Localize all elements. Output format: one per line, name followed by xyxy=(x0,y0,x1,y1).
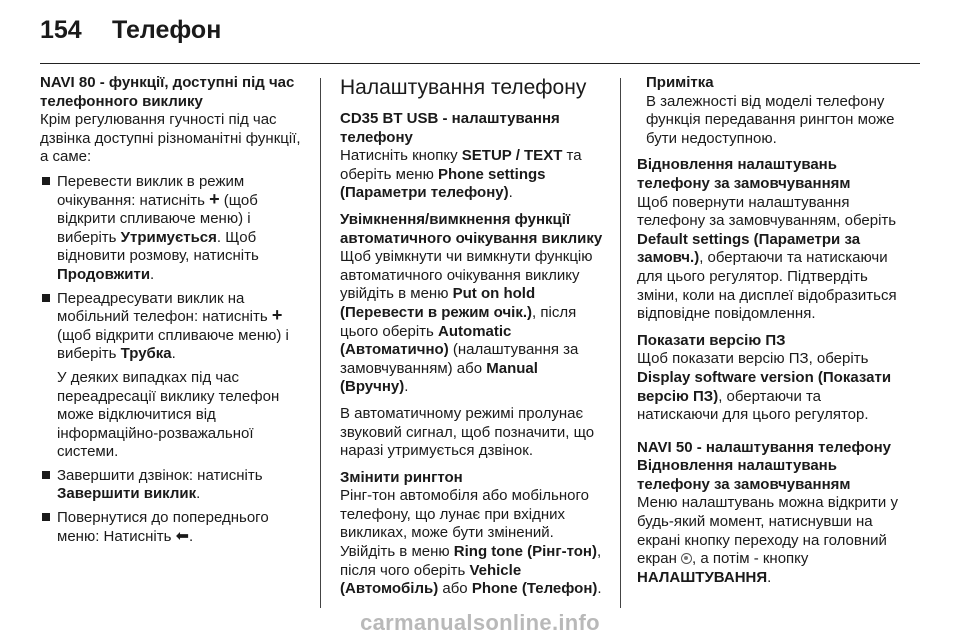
home-icon xyxy=(681,553,692,564)
list-item: Повернутися до попереднього меню: Натисніть ⬅. xyxy=(40,509,302,546)
page-title: Телефон xyxy=(112,16,222,44)
page-header xyxy=(40,16,221,52)
column-2 xyxy=(340,74,608,599)
call-functions-intro: Крім регулювання гучності під час дзвінка доступні різноманітні функції, а саме: xyxy=(40,111,301,166)
navi50-reset-paragraph: Меню налаштувань можна відкрити у будь-який момент, натиснувши на екрані кнопку переходу на головний екран , а потім - кнопку НАЛАШТУВАННЯ. xyxy=(637,494,898,586)
column-divider-2 xyxy=(620,78,621,608)
cd35-settings-paragraph: Натисніть кнопку SETUP / TEXT та оберіть меню Phone settings (Параметри телефону). xyxy=(340,147,582,202)
back-arrow-icon: ⬅ xyxy=(175,527,189,545)
auto-mode-paragraph: В автоматичному режимі пролунає звуковий сигнал, щоб позначити, що наразі утримується дзвінок. xyxy=(340,404,595,460)
section-title: Налаштування телефону xyxy=(340,76,587,99)
navi50-settings-heading: NAVI 50 - налаштування телефону xyxy=(637,438,892,456)
reset-defaults-heading: Відновлення налаштувань телефону за замовчуванням xyxy=(637,156,851,192)
navi80-call-functions-heading: NAVI 80 - функції, доступні під час телефонного виклику xyxy=(40,74,295,110)
bullet-square-icon xyxy=(42,471,50,479)
list-item: Завершити дзвінок: натисніть Завершити виклик. xyxy=(40,467,302,504)
reset-defaults-paragraph: Щоб повернути налаштування телефону за замовчуванням, оберіть Default settings (Параметри за замовч.), обертаючи та натискаючи для цього регулятор. Підтвердіть зміни, коли на дисплеї відобразиться відповідне повідомлення. xyxy=(637,193,897,323)
column-divider-1 xyxy=(320,78,321,608)
bullet-square-icon xyxy=(42,513,50,521)
list-item: Переадресувати виклик на мобільний телефон: натисніть + (щоб відкрити спливаюче меню) і виберіть Трубка. У деяких випадках під час переадресації виклику телефон може відключитися від інформаційно-розважальної системи. xyxy=(40,290,302,462)
note-title: Примітка xyxy=(646,74,714,91)
header-rule xyxy=(40,63,920,64)
column-3 xyxy=(637,74,905,587)
call-functions-list xyxy=(40,173,302,546)
list-item: Перевести виклик в режим очікування: натисніть + (щоб відкрити спливаюче меню) і виберіть Утримується. Щоб відновити розмову, натисніть Продовжити. xyxy=(40,173,302,285)
navi50-reset-heading: Відновлення налаштувань телефону за замовчуванням xyxy=(637,457,851,493)
ringtone-paragraph: Рінг-тон автомобіля або мобільного телефону, що лунає при вхідних викликах, може бути змінений. Увійдіть в меню Ring tone (Рінг-тон), після чого оберіть Vehicle (Автомобіль) або Phone (Телефон). xyxy=(340,487,602,598)
column-1 xyxy=(40,74,302,551)
ringtone-note xyxy=(637,74,905,148)
auto-hold-paragraph: Щоб увімкнути чи вимкнути функцію автоматичного очікування виклику увійдіть в меню Put on hold (Перевести в режим очік.), після цього оберіть Automatic (Автоматично) (налаштування за замовчуванням) або Manual (Вручну). xyxy=(340,248,593,396)
note-body: В залежності від моделі телефону функція передавання рингтон може бути недоступною. xyxy=(646,92,895,147)
ringtone-heading: Змінити рингтон xyxy=(340,468,463,486)
software-version-paragraph: Щоб показати версію ПЗ, оберіть Display software version (Показати версію ПЗ), обертаючи та натискаючи для цього регулятор. xyxy=(637,350,892,424)
plus-icon: + xyxy=(271,305,283,326)
auto-hold-heading: Увімкнення/вимкнення функції автоматичного очікування виклику xyxy=(340,210,603,247)
bullet-square-icon xyxy=(42,177,50,185)
watermark: carmanualsonline.info xyxy=(360,610,600,635)
cd35-settings-heading: CD35 BT USB - налаштування телефону xyxy=(340,110,560,146)
transfer-note: У деяких випадках під час переадресації виклику телефон може відключитися від інформаційно-розважальної системи. xyxy=(57,368,280,461)
plus-icon: + xyxy=(209,188,220,209)
software-version-heading: Показати версію ПЗ xyxy=(637,331,786,349)
page-number: 154 xyxy=(40,16,82,44)
bullet-square-icon xyxy=(42,294,50,302)
